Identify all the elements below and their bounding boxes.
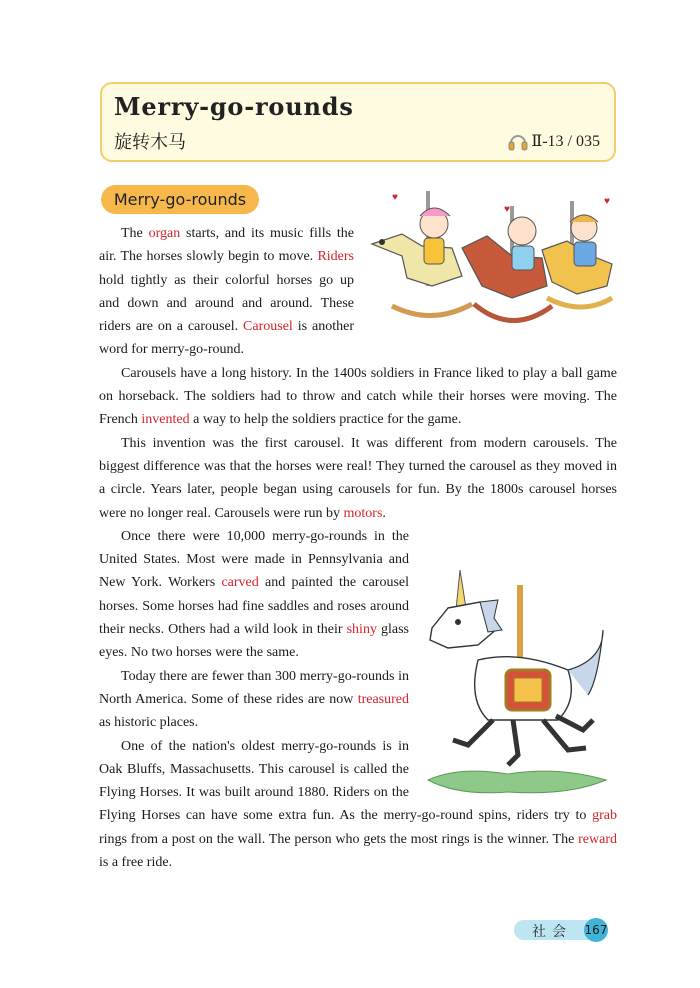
article-body bbox=[99, 222, 617, 874]
paragraph: Carousels have a long history. In the 1400s soldiers in France liked to play a ball game on horseback. The soldiers had to throw and catch while their horses were moving. The French invented a way to help the soldiers practice for the game. bbox=[99, 365, 617, 428]
vocabulary-word: invented bbox=[141, 412, 190, 428]
vocabulary-word: grab bbox=[592, 808, 617, 824]
vocabulary-word: carved bbox=[221, 575, 259, 591]
page-footer bbox=[514, 918, 606, 942]
paragraph: Today there are fewer than 300 merry-go-rounds in North America. Some of these rides are now treasured as historic places. bbox=[99, 668, 409, 731]
paragraph: One of the nation's oldest merry-go-rounds is in Oak Bluffs, Massachusetts. This carousel is called the Flying Horses. It was built around 1880. Riders on the Flying Horses can have some extra fun. As the merry-go-round spins, riders try to grab rings from a post on the wall. The person who gets the most rings is the winner. The reward is a free ride. bbox=[99, 738, 617, 871]
svg-text:♥: ♥ bbox=[504, 204, 510, 215]
page-subtitle-cn: 旋转木马 bbox=[114, 132, 186, 153]
vocabulary-word: motors bbox=[343, 505, 383, 521]
section-label: Merry-go-rounds bbox=[101, 185, 259, 214]
paragraph: The organ starts, and its music fills the air. The horses slowly begin to move. Riders hold tightly as their colorful horses go up and down and around and around. These riders are on a carousel. Carousel is another word for merry-go-round. bbox=[99, 226, 354, 358]
audio-track[interactable] bbox=[507, 130, 600, 152]
paragraph: This invention was the first carousel. It was different from modern carousels. The biggest difference was that the horses were real! They turned the carousel as they moved in a circle. Years later, people began using carousels for fun. By the 1800s carousel horses were no longer real. Carousels were run by motors. bbox=[99, 435, 617, 521]
paragraph: Once there were 10,000 merry-go-rounds in the United States. Most were made in Pennsylvania and New York. Workers carved and painted the carousel horses. Some horses had fine saddles and roses around their necks. Others had a wild look in their shiny glass eyes. No two horses were the same. bbox=[99, 528, 410, 661]
vocabulary-word: Carousel bbox=[243, 319, 293, 335]
image-spacer-top bbox=[362, 222, 617, 360]
footer-section-label: 社会 bbox=[532, 924, 572, 940]
title-box bbox=[100, 82, 616, 162]
page-title: Merry-go-rounds bbox=[114, 92, 354, 121]
vocabulary-word: treasured bbox=[357, 691, 409, 707]
vocabulary-word: shiny bbox=[346, 622, 377, 638]
vocabulary-word: organ bbox=[148, 226, 181, 241]
page-number: 167 bbox=[584, 918, 608, 942]
track-number: Ⅱ-13 / 035 bbox=[531, 133, 600, 150]
image-spacer-bottom bbox=[417, 565, 617, 797]
vocabulary-word: Riders bbox=[317, 249, 354, 265]
headphone-icon bbox=[507, 130, 529, 152]
vocabulary-word: reward bbox=[578, 831, 617, 847]
svg-text:♥: ♥ bbox=[392, 192, 398, 203]
svg-text:♥: ♥ bbox=[604, 196, 610, 207]
